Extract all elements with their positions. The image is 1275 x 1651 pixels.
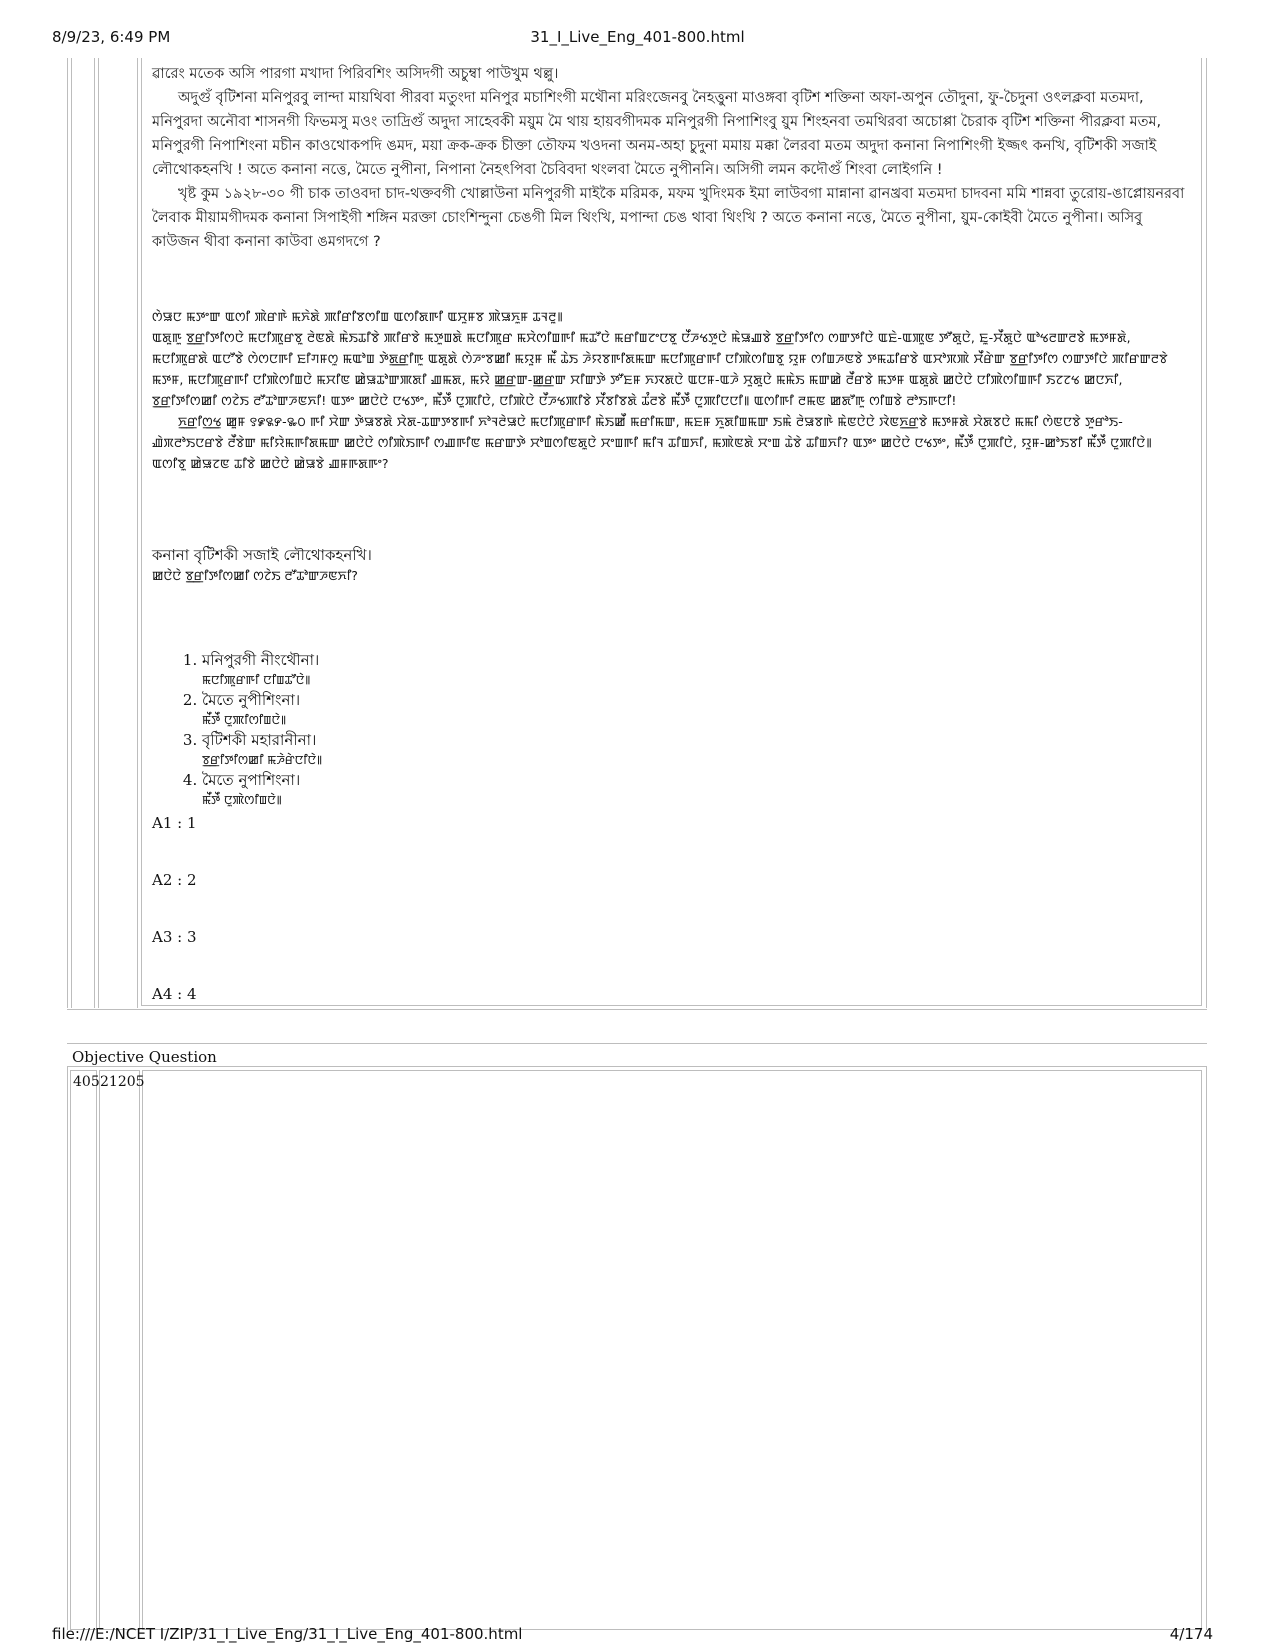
- passage-paragraph-meitei: ꯁꯥꯎꯅ ꯃꯇꯦꯛ ꯑꯁꯤ ꯄꯥꯔꯒꯥ ꯃꯈꯥꯗꯥ ꯄꯤꯔꯤꯕꯁꯤꯡ ꯑꯁꯤꯗꯒꯤ ꯑꯆꯨꯝꯕ ꯄꯥꯎꯈꯨꯝ ꯊꯜꯂꯨ꯫: [152, 309, 564, 324]
- table-border-left: [67, 58, 68, 1008]
- option-text: 3. বৃটিশকী মহারানীনা।: [202, 731, 317, 749]
- question-stem-meitei: ꯀꯅꯥꯅꯥ ꯕ꯭ꯔꯤꯇꯤꯁꯀꯤ ꯁꯖꯥꯏ ꯂꯧꯊꯣꯛꯍꯟꯈꯤ?: [152, 568, 358, 583]
- row-bottom: [67, 1009, 1207, 1010]
- print-header: [0, 28, 1275, 52]
- question-content: [152, 62, 1186, 810]
- content-cell-border: [141, 58, 142, 1005]
- option-text-meitei: ꯃꯅꯤꯄꯨꯔꯒꯤ ꯅꯤꯡꯊꯧꯅꯥ꯫: [202, 673, 311, 687]
- answer-label: A1 : 1: [152, 814, 197, 832]
- serial-cell: [70, 1070, 97, 1630]
- id-cell: [99, 1070, 140, 1630]
- question-serial: 405: [73, 1074, 100, 1090]
- print-footer: [0, 1625, 1275, 1647]
- question-id: 21205: [100, 1074, 145, 1090]
- answer-label: A4 : 4: [152, 985, 197, 1003]
- passage-paragraph: অদুগুঁ বৃটিশনা মনিপুরবু লান্দা মায়থিবা পীরবা মতুংদা মনিপুর মচাশিংগী মথৌনা মরিংজেনবু নৈহত্তুনা মাওঙ্গবা বৃটিশ শক্তিনা অফা-অপুন তৌদুনা, ফু-চৈদুনা ওৎলক্লবা মতমদা, মনিপুরদা অনৌবা শাসনগী ফিভমসু মওং তাদ্রিগুঁ অদুদা সাহেবকী ময়ুম মৈ থায় হায়বগীদমক মনিপুরগী নিপাশিংবু য়ুম শিংহনবা তমথিরবা অচোপ্পা চৈরাক বৃটিশ শক্তিনা পীরক্লবা মতম, মনিপুরগী নিপাশিংনা মচীন কাওথোকপদি ঙমদ, ময়া ক্রক-ক্রক চীক্তা তৌফম খওদনা অনম-অহা চুদুনা মমায় মক্কা লৈরবা মতম অদুদা কনানা নিপাশিংগী ইজ্জৎ কনখি, বৃটিশকী সজাই লৌথোকহনখি ! অতে কনানা নত্তে, মৈতে নুপীনা, নিপানা নৈহৎপিবা চৈবিবদা থংলবা মৈতে নুপীননি। অসিগী লমন কদৌগুঁ শিংবা লোইগনি !: [152, 90, 1162, 178]
- table-border-right: [1206, 58, 1207, 1008]
- answer-label: A2 : 2: [152, 871, 197, 889]
- column-divider: [94, 58, 95, 1008]
- option-item: [202, 650, 1186, 690]
- option-text-meitei: ꯃꯩꯇꯩ ꯅꯨꯄꯥꯁꯤꯡꯅꯥ꯫: [202, 793, 282, 807]
- table-border-left: [67, 1066, 68, 1630]
- row-divider: [67, 1043, 1207, 1044]
- option-item: [202, 690, 1186, 730]
- option-item: [202, 730, 1186, 770]
- passage-paragraph: ৱারেং মতেক অসি পারগা মখাদা পিরিবশিং অসিদগী অচুম্বা পাউখুম থল্লু।: [152, 66, 559, 82]
- page-number: 4/174: [1169, 1625, 1213, 1643]
- table-border-left-inner: [71, 58, 72, 1008]
- options-list: [152, 650, 1186, 810]
- content-cell-border: [1201, 58, 1202, 1005]
- question-type-label: Objective Question: [72, 1048, 217, 1066]
- content-cell-bottom: [141, 1005, 1202, 1006]
- option-text: 4. মৈতে নুপাশিংনা।: [202, 771, 301, 789]
- file-url: file:///E:/NCET I/ZIP/31_I_Live_Eng/31_I_Live_Eng_401-800.html: [52, 1625, 523, 1643]
- column-divider: [137, 58, 138, 1008]
- question-stem: কনানা বৃটিশকী সজাই লৌথোকহনখি।: [152, 546, 372, 564]
- option-text: 2. মৈতে নুপীশিংনা।: [202, 691, 301, 709]
- row-divider: [67, 1066, 1207, 1067]
- passage-paragraph-meitei: ꯑꯗꯨꯒꯨ ꯕ꯭ꯔꯤꯇꯤꯁꯅꯥ ꯃꯅꯤꯄꯨꯔꯕꯨ ꯂꯥꯟꯗꯥ ꯃꯥꯏꯊꯤꯕꯥ ꯄꯤꯔꯕꯥ ꯃꯇꯨꯡꯗꯥ ꯃꯅꯤꯄꯨꯔ ꯃꯆꯥꯁꯤꯡꯒꯤ ꯃꯊꯧꯅꯥ ꯃꯔꯤꯡꯖꯦꯅꯕꯨ ꯅꯩꯍꯠꯇꯨꯅꯥ ꯃꯥꯎꯉꯕꯥ ꯕ꯭ꯔꯤꯇꯤꯁ ꯁꯛꯇꯤꯅꯥ ꯑꯐꯥ-ꯑꯄꯨꯟ ꯇꯧꯗꯨꯅꯥ, ꯐꯨ-ꯆꯩꯗꯨꯅꯥ ꯑꯣꯠꯂꯛꯂꯕꯥ ꯃꯇꯝꯗꯥ, ꯃꯅꯤꯄꯨꯔꯗꯥ ꯑꯅꯧꯕꯥ ꯁꯥꯁꯅꯒꯤ ꯐꯤꯚꯝꯁꯨ ꯃꯑꯣꯡ ꯇꯥꯗ꯭ꯔꯤꯒꯨ ꯑꯗꯨꯗꯥ ꯁꯥꯍꯦꯕꯀꯤ ꯃꯌꯨꯝ ꯃꯩ ꯊꯥꯏ ꯍꯥꯌꯕꯒꯤꯗꯃꯛ ꯃꯅꯤꯄꯨꯔꯒꯤ ꯅꯤꯄꯥꯁꯤꯡꯕꯨ ꯌꯨꯝ ꯁꯤꯡꯍꯟꯕꯥ ꯇꯃꯊꯤꯔꯕꯥ ꯑꯆꯣꯞꯄꯥ ꯆꯩꯔꯥꯛ ꯕ꯭ꯔꯤꯇꯤꯁ ꯁꯛꯇꯤꯅꯥ ꯄꯤꯔꯛꯂꯕꯥ ꯃꯇꯝ, ꯃꯅꯤꯄꯨꯔꯒꯤ ꯅꯤꯄꯥꯁꯤꯡꯅꯥ ꯃꯆꯤꯟ ꯀꯥꯎꯊꯣꯛꯄꯗꯤ ꯉꯃꯗ, ꯃꯌꯥ ꯀ꯭ꯔꯛ-ꯀ꯭ꯔꯛ ꯆꯤꯛꯇꯥ ꯇꯧꯐꯝ ꯈꯋꯗꯅꯥ ꯑꯅꯝ-ꯑꯍꯥ ꯆꯨꯗꯨꯅꯥ ꯃꯃꯥꯏ ꯃꯛꯀꯥ ꯂꯩꯔꯕꯥ ꯃꯇꯝ ꯑꯗꯨꯗꯥ ꯀꯅꯥꯅꯥ ꯅꯤꯄꯥꯁꯤꯡꯒꯤ ꯏꯖꯖꯠ ꯀꯅꯈꯤ, ꯕ꯭ꯔꯤꯇꯤꯁꯀꯤ ꯁꯖꯥꯏ ꯂꯧꯊꯣꯛꯍꯟꯈꯤ! ꯑꯇꯦ ꯀꯅꯥꯅꯥ ꯅꯠꯇꯦ, ꯃꯩꯇꯩ ꯅꯨꯄꯤꯅꯥ, ꯅꯤꯄꯥꯅꯥ ꯅꯩꯍꯠꯄꯤꯕꯥ ꯆꯩꯕꯤꯕꯗꯥ ꯊꯪꯂꯕꯥ ꯃꯩꯇꯩ ꯅꯨꯄꯤꯅꯅꯤ꯫ ꯑꯁꯤꯒꯤ ꯂꯃꯟ ꯀꯗꯧꯒꯨ ꯁꯤꯡꯕꯥ ꯂꯣꯏꯒꯅꯤ!: [152, 330, 1168, 408]
- table-border-right: [1206, 1066, 1207, 1630]
- column-divider: [98, 58, 99, 1008]
- option-text: 1. মনিপুরগী নীংথৌনা।: [202, 651, 320, 669]
- question-body-cell: [142, 1070, 1202, 1630]
- answer-label: A3 : 3: [152, 928, 197, 946]
- option-item: [202, 770, 1186, 810]
- option-text-meitei: ꯕ꯭ꯔꯤꯇꯤꯁꯀꯤ ꯃꯍꯥꯔꯥꯅꯤꯅꯥ꯫: [202, 753, 323, 767]
- option-text-meitei: ꯃꯩꯇꯩ ꯅꯨꯄꯤꯁꯤꯡꯅꯥ꯫: [202, 713, 287, 727]
- passage-paragraph: খৃষ্ট কুম ১৯২৮-৩০ গী চাক তাওবদা চাদ-থক্তবগী খোল্লাউনা মনিপুরগী মাইকৈ মরিমক, মফম খুদিংমক ইমা লাউবগা মান্নানা ৱানখ্রবা মতমদা চাদবনা মমি শান্নবা তুরোয়-ঙাপ্লোয়নরবা লৈবাক মীয়ামগীদমক কনানা সিপাইগী শঙ্গিন মরক্তা চোংশিন্দুনা চেঙগী মিল থিংখি, মপান্দা চেঙ থাবা থিংখি ? অতে কনানা নত্তে, মৈতে নুপীনা, য়ুম-কোইবী মৈতে নুপীনা। অসিবু কাউজন থীবা কনানা কাউবা ঙমগদগে ?: [152, 186, 1185, 250]
- print-title: 31_I_Live_Eng_401-800.html: [530, 28, 745, 46]
- passage-paragraph-meitei: ꯈ꯭ꯔꯤꯁ꯭ꯠ ꯀꯨꯝ ꯱꯹꯲꯸-꯳꯰ ꯒꯤ ꯆꯥꯛ ꯇꯥꯎꯕꯗꯥ ꯆꯥꯗ-ꯊꯛꯇꯕꯒꯤ ꯈꯣꯜꯂꯥꯎꯅꯥ ꯃꯅꯤꯄꯨꯔꯒꯤ ꯃꯥꯏꯀꯩ ꯃꯔꯤꯃꯛ, ꯃꯐꯝ ꯈꯨꯗꯤꯡꯃꯛ ꯏꯃꯥ ꯂꯥꯎꯕꯒꯥ ꯃꯥꯟꯅꯥꯅꯥ ꯋꯥꯟꯈ꯭ꯔꯕꯥ ꯃꯇꯝꯗꯥ ꯆꯥꯗꯕꯅꯥ ꯃꯃꯤ ꯁꯥꯟꯅꯕꯥ ꯇꯨꯔꯣꯏ-ꯉꯥꯞꯂꯣꯏꯅꯔꯕꯥ ꯂꯩꯕꯥꯛ ꯃꯤꯌꯥꯃꯒꯤꯗꯃꯛ ꯀꯅꯥꯅꯥ ꯁꯤꯄꯥꯏꯒꯤ ꯁꯉꯒꯤꯟ ꯃꯔꯛꯇꯥ ꯆꯣꯡꯁꯤꯟꯗꯨꯅꯥ ꯆꯦꯡꯒꯤ ꯃꯤꯜ ꯊꯤꯡꯈꯤ, ꯃꯄꯥꯟꯗꯥ ꯆꯦꯡ ꯊꯥꯕꯥ ꯊꯤꯡꯈꯤ? ꯑꯇꯦ ꯀꯅꯥꯅꯥ ꯅꯠꯇꯦ, ꯃꯩꯇꯩ ꯅꯨꯄꯤꯅꯥ, ꯌꯨꯝ-ꯀꯣꯏꯕꯤ ꯃꯩꯇꯩ ꯅꯨꯄꯤꯅꯥ꯫ ꯑꯁꯤꯕꯨ ꯀꯥꯎꯖꯟ ꯊꯤꯕꯥ ꯀꯅꯥꯅꯥ ꯀꯥꯎꯕꯥ ꯉꯝꯒꯗꯒꯦ?: [152, 414, 1152, 471]
- print-datetime: 8/9/23, 6:49 PM: [52, 28, 171, 46]
